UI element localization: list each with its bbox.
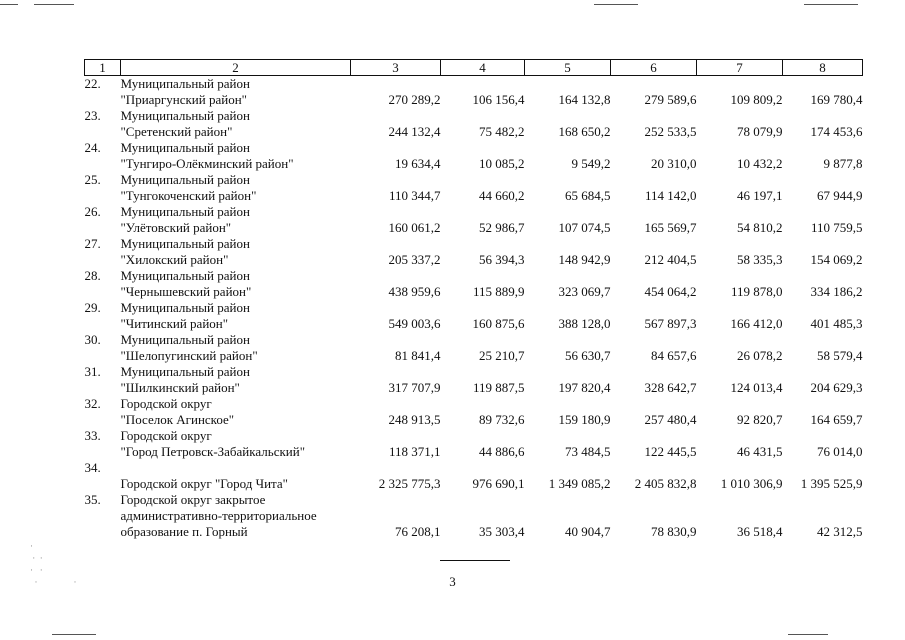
- value-cell: 454 064,2: [644, 284, 697, 299]
- value-cell: 160 875,6: [472, 316, 525, 331]
- value-cell: 122 445,5: [644, 444, 697, 459]
- value-cell: 1 395 525,9: [800, 476, 863, 491]
- scan-artifact: [788, 634, 828, 635]
- municipality-name-line: Городской округ: [120, 428, 212, 443]
- municipality-name-line: образование п. Горный: [120, 524, 248, 539]
- value-cell: 317 707,9: [388, 380, 441, 395]
- value-cell: 46 197,1: [737, 188, 783, 203]
- value-cell: 205 337,2: [388, 252, 441, 267]
- value-cell: 160 061,2: [388, 220, 441, 235]
- value-cell: 65 684,5: [565, 188, 611, 203]
- municipality-name-line: "Улётовский район": [120, 220, 232, 235]
- value-cell: 58 579,4: [817, 348, 863, 363]
- value-cell: 401 485,3: [810, 316, 863, 331]
- municipality-name: [121, 236, 351, 268]
- value-cell: 56 394,3: [479, 252, 525, 267]
- municipality-name-line: Муниципальный район: [120, 76, 250, 91]
- municipality-name: [121, 332, 351, 364]
- municipality-name-line: Городской округ закрытое: [120, 492, 266, 507]
- value-cell: 40 904,7: [565, 524, 611, 539]
- value-cell: 124 013,4: [730, 380, 783, 395]
- municipality-name-line: Городской округ "Город Чита": [120, 476, 288, 491]
- value-cell: 164 132,8: [558, 92, 611, 107]
- value-cell: 148 942,9: [558, 252, 611, 267]
- value-cell: 76 014,0: [817, 444, 863, 459]
- value-cell: 52 986,7: [479, 220, 525, 235]
- value-cell: 197 820,4: [558, 380, 611, 395]
- municipality-name: [121, 300, 351, 332]
- value-cell: 169 780,4: [810, 92, 863, 107]
- municipality-name-line: Муниципальный район: [120, 236, 250, 251]
- table-row: [85, 204, 863, 236]
- value-cell: 58 335,3: [737, 252, 783, 267]
- value-cell: 81 841,4: [395, 348, 441, 363]
- column-header: 1: [85, 60, 121, 76]
- value-cell: 2 325 775,3: [378, 476, 441, 491]
- row-number: 26.: [84, 204, 101, 219]
- value-cell: 159 180,9: [558, 412, 611, 427]
- table-row: [85, 332, 863, 364]
- value-cell: 44 660,2: [479, 188, 525, 203]
- column-header: 6: [611, 60, 697, 76]
- value-cell: 115 889,9: [472, 284, 525, 299]
- value-cell: 107 074,5: [558, 220, 611, 235]
- value-cell: 323 069,7: [558, 284, 611, 299]
- value-cell: 244 132,4: [388, 124, 441, 139]
- column-number-row: [85, 60, 863, 76]
- municipality-name: [121, 108, 351, 140]
- scan-artifact: [804, 4, 858, 5]
- value-cell: 78 830,9: [651, 524, 697, 539]
- municipality-name: [121, 396, 351, 428]
- table-row: [85, 140, 863, 172]
- scan-artifact: [0, 4, 18, 5]
- scan-artifact: [52, 634, 96, 635]
- value-cell: 89 732,6: [479, 412, 525, 427]
- municipality-name-line: "Читинский район": [120, 316, 229, 331]
- value-cell: 26 078,2: [737, 348, 783, 363]
- value-cell: 976 690,1: [472, 476, 525, 491]
- value-cell: 67 944,9: [817, 188, 863, 203]
- scan-artifact: [34, 4, 74, 5]
- table-row: [85, 172, 863, 204]
- value-cell: 110 344,7: [388, 188, 441, 203]
- row-number: 27.: [84, 236, 101, 251]
- value-cell: 549 003,6: [388, 316, 441, 331]
- value-cell: 9 877,8: [823, 156, 863, 171]
- municipality-name-line: Муниципальный район: [120, 268, 250, 283]
- budget-table: [84, 59, 863, 540]
- municipality-name-line: "Чернышевский район": [120, 284, 252, 299]
- municipality-name-line: "Хилокский район": [120, 252, 229, 267]
- value-cell: 44 886,6: [479, 444, 525, 459]
- municipality-name: [121, 76, 351, 109]
- value-cell: 174 453,6: [810, 124, 863, 139]
- value-cell: 270 289,2: [388, 92, 441, 107]
- municipality-name: [121, 364, 351, 396]
- column-header: 3: [351, 60, 441, 76]
- value-cell: 109 809,2: [730, 92, 783, 107]
- value-cell: 114 142,0: [644, 188, 697, 203]
- municipality-name: [121, 428, 351, 460]
- column-header: 2: [121, 60, 351, 76]
- value-cell: 119 878,0: [730, 284, 783, 299]
- municipality-name-line: Муниципальный район: [120, 172, 250, 187]
- value-cell: 35 303,4: [479, 524, 525, 539]
- value-cell: 165 569,7: [644, 220, 697, 235]
- value-cell: 334 186,2: [810, 284, 863, 299]
- municipality-name-line: Муниципальный район: [120, 364, 250, 379]
- municipality-name-line: "Поселок Агинское": [120, 412, 235, 427]
- table-row: [85, 268, 863, 300]
- column-header: 5: [525, 60, 611, 76]
- scan-noise: · · · · · · ·: [30, 541, 77, 587]
- row-number: 35.: [84, 492, 101, 507]
- table-row: [85, 460, 863, 492]
- value-cell: 73 484,5: [565, 444, 611, 459]
- column-header: 7: [697, 60, 783, 76]
- municipality-name-line: "Шелопугинский район": [120, 348, 258, 363]
- value-cell: 106 156,4: [472, 92, 525, 107]
- row-number: 33.: [84, 428, 101, 443]
- value-cell: 279 589,6: [644, 92, 697, 107]
- row-number: 32.: [84, 396, 101, 411]
- value-cell: 84 657,6: [651, 348, 697, 363]
- table-row: [85, 492, 863, 540]
- value-cell: 328 642,7: [644, 380, 697, 395]
- row-number: 30.: [84, 332, 101, 347]
- municipality-name-line: Городской округ: [120, 396, 212, 411]
- municipality-name-line: Муниципальный район: [120, 204, 250, 219]
- value-cell: 42 312,5: [817, 524, 863, 539]
- value-cell: 248 913,5: [388, 412, 441, 427]
- municipality-name: [121, 204, 351, 236]
- municipality-name-line: "Шилкинский район": [120, 380, 240, 395]
- municipality-name-line: административно-территориальное: [120, 508, 317, 523]
- value-cell: 168 650,2: [558, 124, 611, 139]
- value-cell: 252 533,5: [644, 124, 697, 139]
- table-row: [85, 428, 863, 460]
- row-number: 29.: [84, 300, 101, 315]
- value-cell: 1 349 085,2: [548, 476, 611, 491]
- value-cell: 257 480,4: [644, 412, 697, 427]
- value-cell: 164 659,7: [810, 412, 863, 427]
- value-cell: 166 412,0: [730, 316, 783, 331]
- municipality-name-line: "Тунгокоченский район": [120, 188, 257, 203]
- value-cell: 204 629,3: [810, 380, 863, 395]
- table-row: [85, 364, 863, 396]
- value-cell: 110 759,5: [810, 220, 863, 235]
- page-number: 3: [449, 574, 456, 589]
- value-cell: 56 630,7: [565, 348, 611, 363]
- value-cell: 75 482,2: [479, 124, 525, 139]
- value-cell: 9 549,2: [571, 156, 611, 171]
- municipality-name: [121, 172, 351, 204]
- table-row: [85, 108, 863, 140]
- municipality-name: [121, 460, 351, 492]
- value-cell: 20 310,0: [651, 156, 697, 171]
- row-number: 34.: [84, 460, 101, 475]
- footnote-rule: [440, 560, 510, 561]
- municipality-name-line: "Город Петровск-Забайкальский": [120, 444, 305, 459]
- column-header: 8: [783, 60, 863, 76]
- value-cell: 36 518,4: [737, 524, 783, 539]
- table-row: [85, 396, 863, 428]
- municipality-name-line: Муниципальный район: [120, 140, 250, 155]
- row-number: 28.: [84, 268, 101, 283]
- value-cell: 118 371,1: [388, 444, 441, 459]
- value-cell: 10 432,2: [737, 156, 783, 171]
- table-row: [85, 76, 863, 109]
- table-row: [85, 300, 863, 332]
- municipality-name-line: Муниципальный район: [120, 108, 250, 123]
- municipality-name-line: "Тунгиро-Олёкминский район": [120, 156, 294, 171]
- value-cell: 54 810,2: [737, 220, 783, 235]
- value-cell: 92 820,7: [737, 412, 783, 427]
- value-cell: 438 959,6: [388, 284, 441, 299]
- row-number: 24.: [84, 140, 101, 155]
- value-cell: 25 210,7: [479, 348, 525, 363]
- value-cell: 19 634,4: [395, 156, 441, 171]
- value-cell: 388 128,0: [558, 316, 611, 331]
- value-cell: 76 208,1: [395, 524, 441, 539]
- municipality-name-line: Муниципальный район: [120, 332, 250, 347]
- row-number: 31.: [84, 364, 101, 379]
- column-header: 4: [441, 60, 525, 76]
- municipality-name-line: Муниципальный район: [120, 300, 250, 315]
- value-cell: 46 431,5: [737, 444, 783, 459]
- value-cell: 119 887,5: [472, 380, 525, 395]
- row-number: 23.: [84, 108, 101, 123]
- municipality-name-line: "Приаргунский район": [120, 92, 247, 107]
- municipality-name-line: "Сретенский район": [120, 124, 233, 139]
- value-cell: 567 897,3: [644, 316, 697, 331]
- municipality-name: [121, 140, 351, 172]
- row-number: 22.: [84, 76, 101, 91]
- value-cell: 212 404,5: [644, 252, 697, 267]
- municipality-name: [121, 492, 351, 540]
- value-cell: 78 079,9: [737, 124, 783, 139]
- table-row: [85, 236, 863, 268]
- value-cell: 2 405 832,8: [634, 476, 697, 491]
- value-cell: 154 069,2: [810, 252, 863, 267]
- scan-artifact: [594, 4, 638, 5]
- value-cell: 1 010 306,9: [720, 476, 783, 491]
- value-cell: 10 085,2: [479, 156, 525, 171]
- row-number: 25.: [84, 172, 101, 187]
- municipality-name: [121, 268, 351, 300]
